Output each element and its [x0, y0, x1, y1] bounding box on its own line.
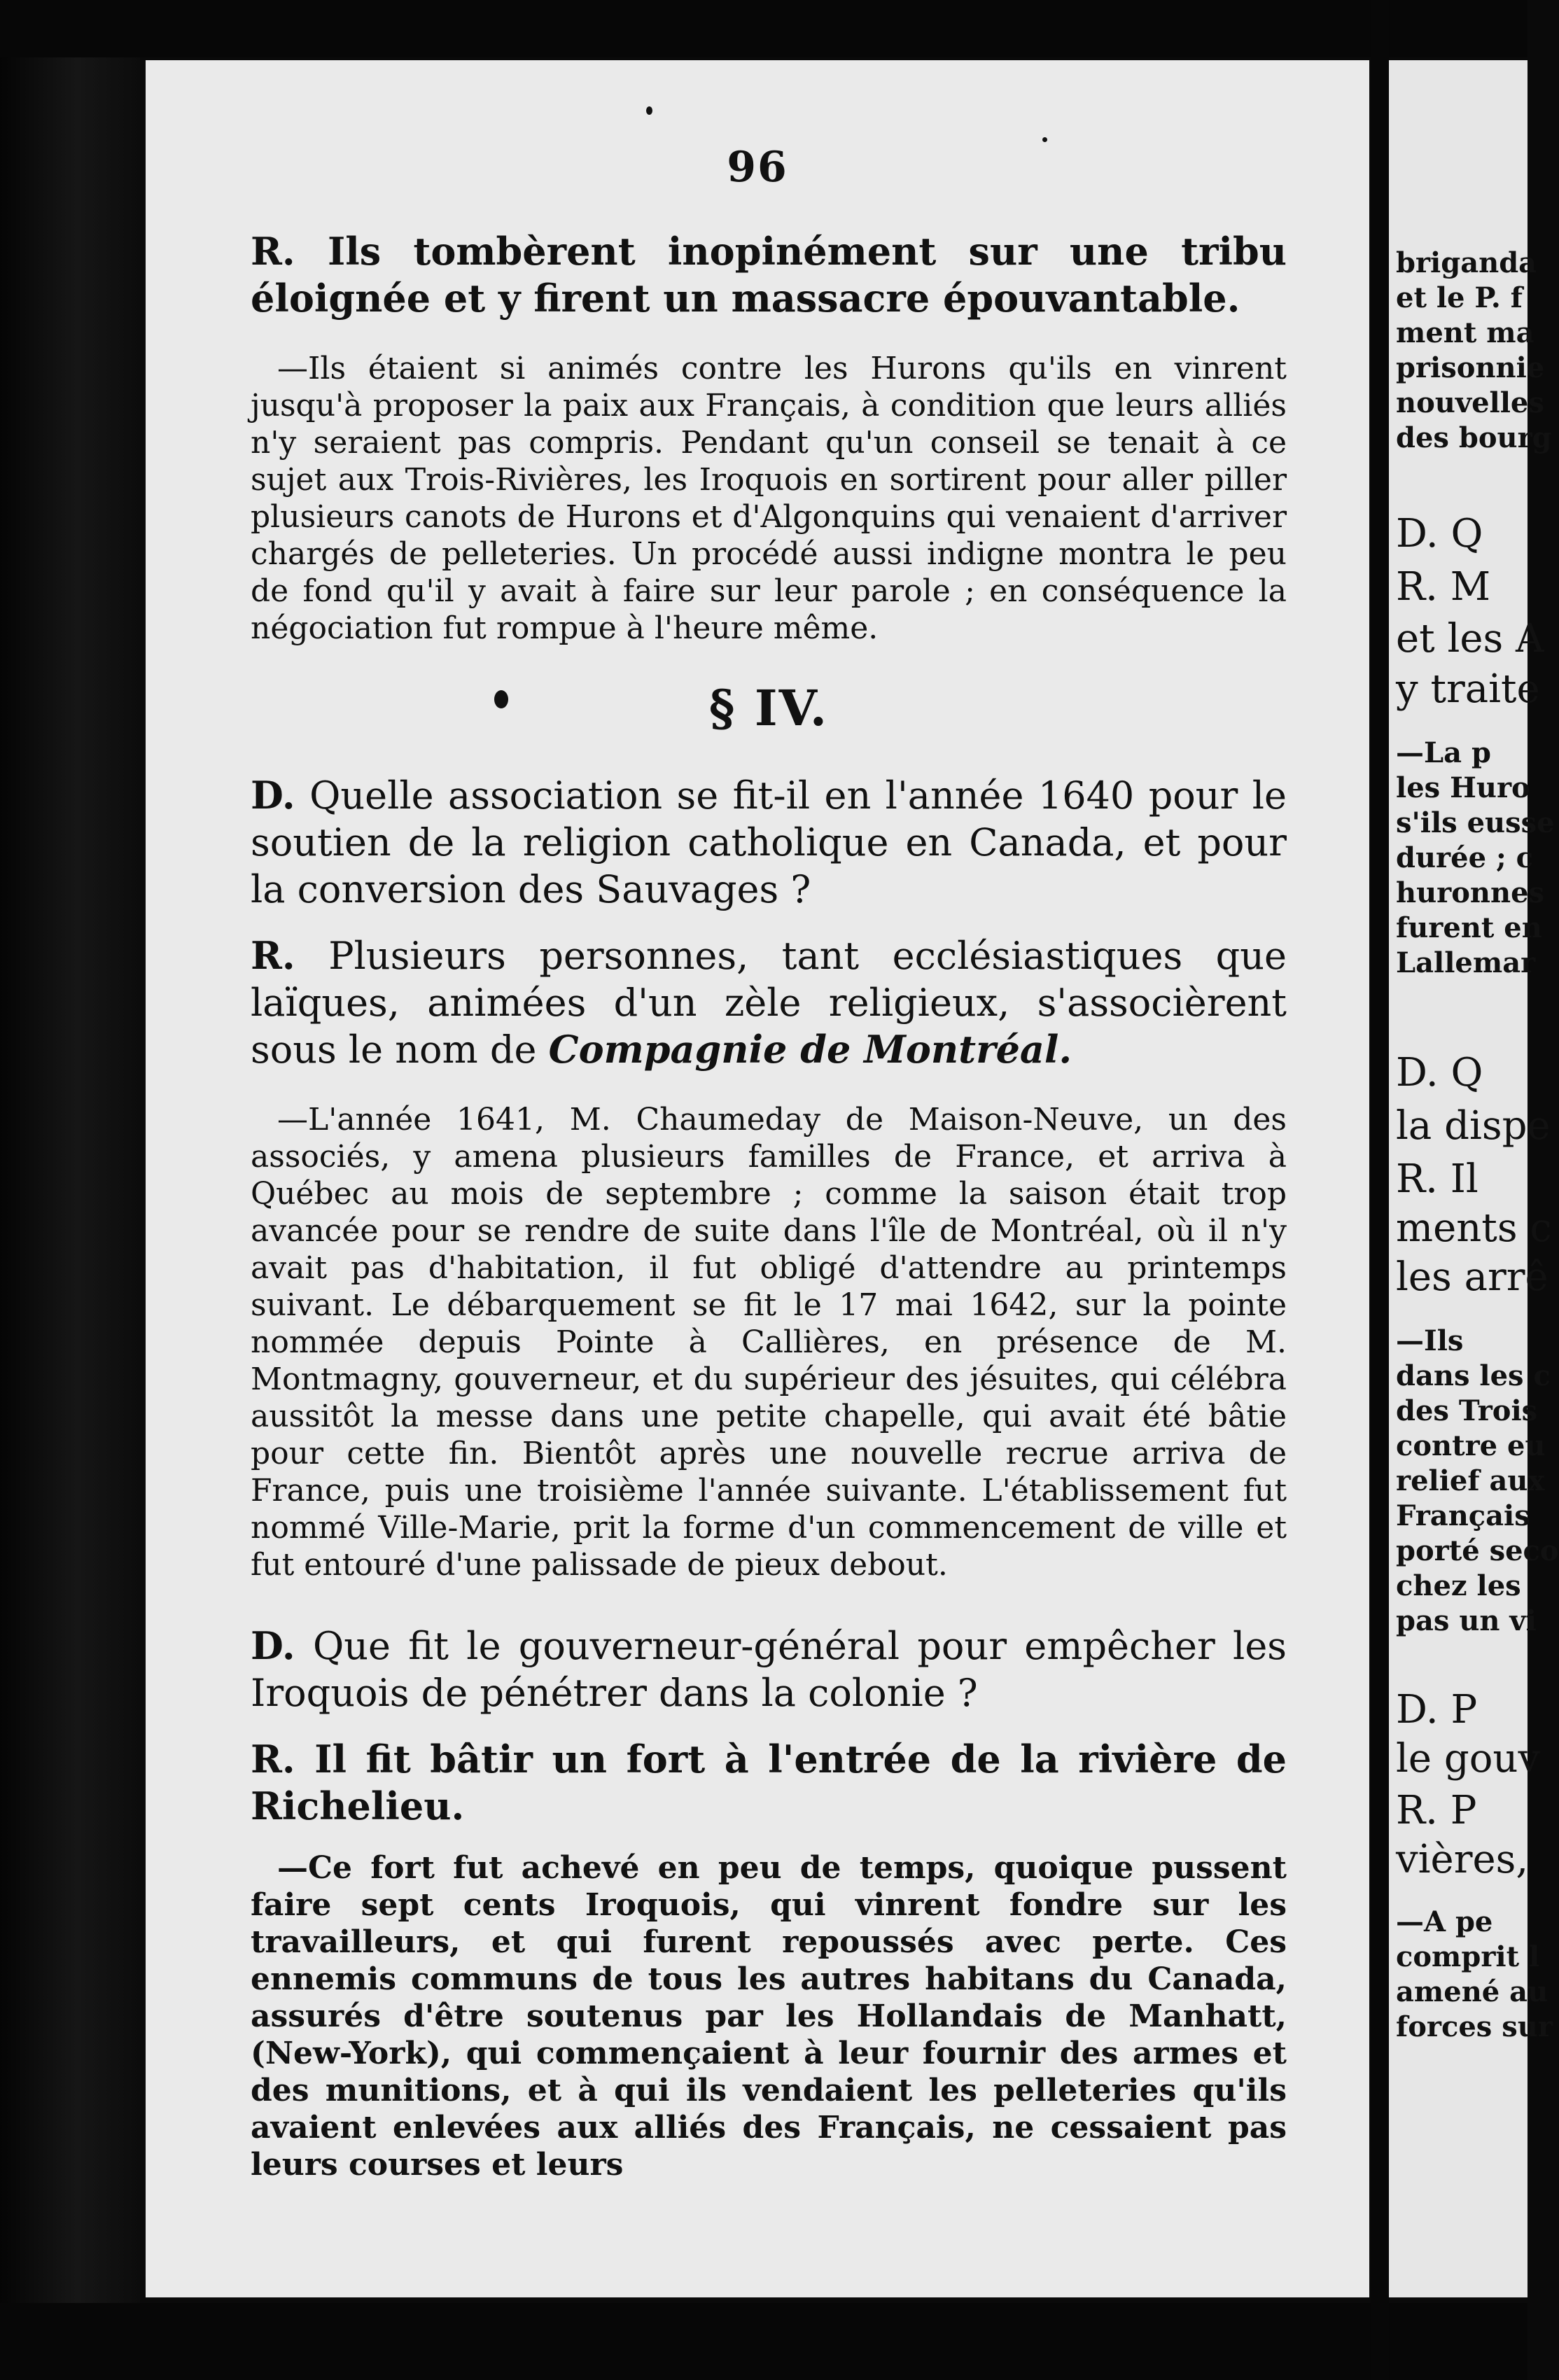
scan-bottom-border	[0, 2303, 1527, 2380]
question-text: Quelle association se fit-il en l'année 1640 pour le soutien de la religion catholique en Canada, et pour la conversion des Sauvages ?	[251, 774, 1287, 911]
answer-text: Plusieurs personnes, tant ecclésiastiques que laïques, animées d'un zèle religieux, s'associèrent sous le nom de	[251, 934, 1287, 1072]
next-page-line: —A pe	[1396, 1905, 1493, 1938]
next-page-line: les Huro	[1396, 771, 1530, 804]
next-page-line: D. Q	[1396, 511, 1483, 556]
next-page-line: dans les c	[1396, 1359, 1551, 1392]
question-association	[251, 772, 1287, 913]
next-page-fragment	[1389, 60, 1559, 2297]
next-page-line: D. Q	[1396, 1050, 1483, 1096]
answer-association	[251, 932, 1287, 1073]
next-page-line: durée ; c	[1396, 841, 1533, 874]
next-page-line: Français	[1396, 1499, 1530, 1532]
next-page-line: la dispe	[1396, 1103, 1551, 1149]
note-ville-marie: —L'année 1641, M. Chaumeday de Maison-Neuve, un des associés, y amena plusieurs familles de France, et arriva à Québec au mois de septembre ; comme la saison était trop avancée pour se rendre de suite dans l'île de Montréal, où il n'y avait pas d'habitation, il fut obligé d'attendre au printemps suivant. Le débarquement se fit le 17 mai 1642, sur la pointe nommée depuis Pointe à Callières, en présence de M. Montmagny, gouverneur, et du supérieur des jésuites, qui célébra aussitôt la messe dans une petite chapelle, qui avait été bâtie pour cette fin. Bientôt après une nouvelle recrue arriva de France, puis une troisième l'année suivante. L'établissement fut nommé Ville-Marie, prit la forme d'un commencement de ville et fut entouré d'une palissade de pieux debout.	[251, 1102, 1287, 1583]
answer-text: Ils tombèrent inopinément sur une tribu éloignée et y firent un massacre épouvantable.	[251, 229, 1287, 321]
question-label: D.	[251, 1623, 295, 1668]
scan-top-border	[0, 0, 1527, 57]
next-page-line: le gouv	[1396, 1736, 1541, 1782]
next-page-line: des bourg	[1396, 421, 1552, 454]
print-speck	[646, 106, 652, 115]
next-page-line: ment ma	[1396, 316, 1534, 349]
next-page-line: relief aux	[1396, 1464, 1545, 1497]
question-governor	[251, 1623, 1287, 1716]
section-heading: § IV.	[708, 679, 829, 737]
answer-label: R.	[251, 229, 295, 274]
next-page-line: D. P	[1396, 1687, 1478, 1732]
next-page-line: ments c	[1396, 1205, 1552, 1251]
answer-massacre	[251, 228, 1287, 322]
next-page-line: porté seco	[1396, 1534, 1559, 1567]
next-page-line: R. M	[1396, 564, 1491, 610]
company-name: Compagnie de Montréal.	[548, 1027, 1072, 1072]
next-page-line: contre eu	[1396, 1429, 1546, 1462]
scan-left-border	[0, 0, 140, 2380]
next-page-line: —Ils	[1396, 1324, 1464, 1357]
next-page-line: Lallemar	[1396, 946, 1536, 979]
next-page-line: briganda	[1396, 246, 1537, 279]
page-number: 96	[727, 143, 788, 192]
next-page-line: comprit l	[1396, 1940, 1540, 1973]
question-text: Que fit le gouverneur-général pour empêcher les Iroquois de pénétrer dans la colonie ?	[251, 1624, 1287, 1715]
next-page-line: R. Il	[1396, 1156, 1478, 1202]
next-page-line: des Trois	[1396, 1394, 1538, 1427]
next-page-line: furent en	[1396, 911, 1542, 944]
question-label: D.	[251, 773, 295, 818]
answer-text: Il fit bâtir un fort à l'entrée de la rivière de Richelieu.	[251, 1737, 1287, 1828]
next-page-line: chez les	[1396, 1569, 1521, 1602]
next-page-line: forces sur	[1396, 2010, 1553, 2043]
note-fort: —Ce fort fut achevé en peu de temps, quoique pussent faire sept cents Iroquois, qui vinrent fondre sur les travailleurs, et qui furent repoussés avec perte. Ces ennemis communs de tous les autres habitans du Canada, assurés d'être soutenus par les Hollandais de Manhatt, (New-York), qui commençaient à leur fournir des armes et des munitions, et à qui ils vendaient les pelleteries qu'ils avaient enlevées aux alliés des Français, ne cessaient pas leurs courses et leurs	[251, 1850, 1287, 2183]
next-page-line: y traite	[1396, 666, 1540, 712]
next-page-line: prisonnie	[1396, 351, 1545, 384]
answer-label: R.	[251, 933, 295, 978]
next-page-line: nouvelles	[1396, 386, 1544, 419]
next-page-line: huronnes	[1396, 876, 1545, 909]
print-speck	[1042, 137, 1047, 142]
next-page-line: s'ils eusse	[1396, 806, 1555, 839]
note-hurons: —Ils étaient si animés contre les Hurons qu'ils en vinrent jusqu'à proposer la paix aux Français, à condition que leurs alliés n'y seraient pas compris. Pendant qu'un conseil se tenait à ce sujet aux Trois-Rivières, les Iroquois en sortirent pour aller piller plusieurs canots de Hurons et d'Algonquins qui venaient d'arriver chargés de pelleteries. Un procédé aussi indigne montra le peu de fond qu'il y avait à faire sur leur parole ; en conséquence la négociation fut rompue à l'heure même.	[251, 351, 1287, 646]
answer-fort	[251, 1736, 1287, 1830]
next-page-line: et les A	[1396, 616, 1544, 662]
next-page-line: vières,	[1396, 1837, 1529, 1882]
book-page	[146, 60, 1369, 2297]
next-page-line: amené au	[1396, 1975, 1548, 2008]
page-gutter	[1371, 0, 1389, 2380]
page-body	[251, 228, 1287, 2183]
next-page-line: R. P	[1396, 1788, 1477, 1833]
next-page-line: les arrê	[1396, 1254, 1548, 1300]
next-page-line: —La p	[1396, 736, 1491, 769]
next-page-line: et le P. f	[1396, 281, 1523, 314]
next-page-line: pas un vi	[1396, 1604, 1537, 1637]
answer-label: R.	[251, 1737, 295, 1782]
